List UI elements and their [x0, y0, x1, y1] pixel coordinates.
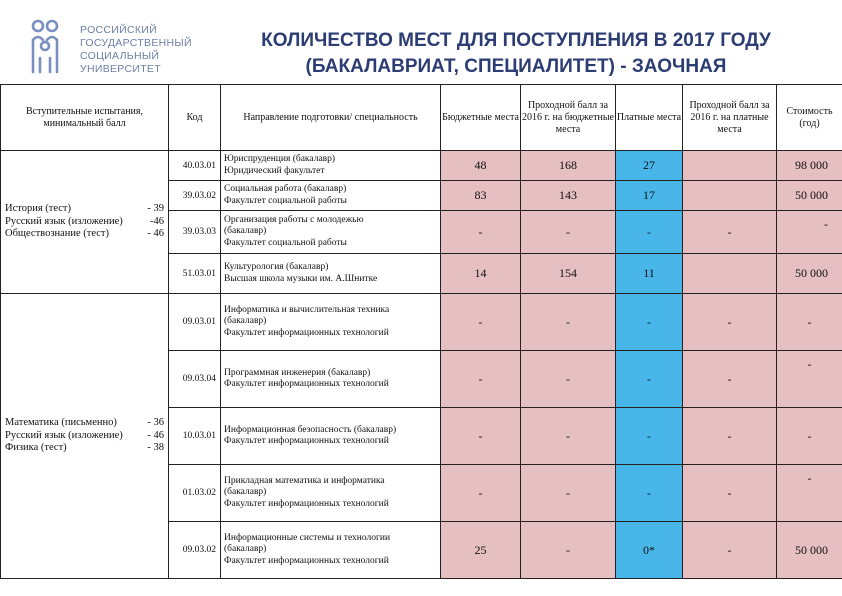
header-budget: Бюджетные места: [441, 85, 521, 151]
header-exams: Вступительные испытания, минимальный балл: [1, 85, 169, 151]
budget-places: 48: [441, 151, 521, 181]
program-direction: Прикладная математика и информатика (бакалавр) Факультет информационных технологий: [221, 465, 441, 522]
university-line: ГОСУДАРСТВЕННЫЙ: [80, 37, 192, 49]
program-code: 09.03.01: [169, 294, 221, 351]
exam-line: История (тест) - 39: [5, 203, 164, 215]
program-direction: Организация работы с молодежью (бакалавр) Факультет социальной работы: [221, 211, 441, 254]
exam-line: Обществознание (тест) - 46: [5, 228, 164, 240]
program-direction: Юриспруденция (бакалавр) Юридический факультет: [221, 151, 441, 181]
program-direction: Культурология (бакалавр) Высшая школа музыки им. А.Шнитке: [221, 254, 441, 294]
program-direction: Социальная работа (бакалавр) Факультет социальной работы: [221, 181, 441, 211]
program-code: 51.03.01: [169, 254, 221, 294]
program-direction: Информационная безопасность (бакалавр) Факультет информационных технологий: [221, 408, 441, 465]
paid-score: -: [683, 211, 777, 254]
people-figures-logo: [30, 18, 60, 76]
budget-score: 168: [521, 151, 616, 181]
budget-places: -: [441, 211, 521, 254]
program-code: 09.03.04: [169, 351, 221, 408]
exam-requirements: [1, 294, 169, 579]
program-code: 01.03.02: [169, 465, 221, 522]
paid-places: -: [616, 294, 683, 351]
page-title-line1: КОЛИЧЕСТВО МЕСТ ДЛЯ ПОСТУПЛЕНИЯ В 2017 ГОДУ: [261, 30, 771, 51]
paid-score: [683, 254, 777, 294]
university-line: СОЦИАЛЬНЫЙ: [80, 50, 160, 62]
header-paid-score: Проходной балл за 2016 г. на платные места: [683, 85, 777, 151]
page-title: [200, 28, 832, 80]
paid-places: 0*: [616, 522, 683, 579]
exam-line: Русский язык (изложение) -46: [5, 215, 164, 227]
budget-places: -: [441, 465, 521, 522]
exam-requirements: [1, 151, 169, 294]
program-direction: Информатика и вычислительная техника (бакалавр) Факультет информационных технологий: [221, 294, 441, 351]
paid-score: [683, 181, 777, 211]
paid-score: -: [683, 351, 777, 408]
budget-places: 14: [441, 254, 521, 294]
cost-per-year: -: [777, 465, 842, 522]
header-row: [1, 85, 842, 151]
header-cost: Стоимость (год): [777, 85, 842, 151]
cost-per-year: 50 000: [777, 181, 842, 211]
cost-per-year: -: [777, 211, 842, 254]
paid-score: [683, 151, 777, 181]
paid-places: 11: [616, 254, 683, 294]
page-title-line2: (БАКАЛАВРИАТ, СПЕЦИАЛИТЕТ) - ЗАОЧНАЯ: [305, 56, 727, 77]
budget-score: -: [521, 294, 616, 351]
university-line: УНИВЕРСИТЕТ: [80, 63, 161, 75]
program-code: 39.03.02: [169, 181, 221, 211]
cost-per-year: 98 000: [777, 151, 842, 181]
header-direction: Направление подготовки/ специальность: [221, 85, 441, 151]
paid-score: -: [683, 465, 777, 522]
program-code: 39.03.03: [169, 211, 221, 254]
paid-places: -: [616, 465, 683, 522]
budget-places: 83: [441, 181, 521, 211]
table-row: [1, 151, 842, 181]
budget-score: -: [521, 211, 616, 254]
budget-score: 143: [521, 181, 616, 211]
program-code: 10.03.01: [169, 408, 221, 465]
program-direction: Программная инженерия (бакалавр) Факультет информационных технологий: [221, 351, 441, 408]
admission-table: [0, 84, 842, 579]
paid-places: -: [616, 211, 683, 254]
budget-score: -: [521, 465, 616, 522]
budget-places: -: [441, 408, 521, 465]
header-budget-score: Проходной балл за 2016 г. на бюджетные места: [521, 85, 616, 151]
table-row: [1, 294, 842, 351]
cost-per-year: -: [777, 408, 842, 465]
paid-places: 17: [616, 181, 683, 211]
budget-score: 154: [521, 254, 616, 294]
budget-places: -: [441, 351, 521, 408]
cost-per-year: 50 000: [777, 254, 842, 294]
paid-places: -: [616, 408, 683, 465]
budget-places: 25: [441, 522, 521, 579]
paid-score: -: [683, 408, 777, 465]
header-paid: Платные места: [616, 85, 683, 151]
cost-per-year: -: [777, 294, 842, 351]
university-name: [80, 24, 192, 76]
university-line: РОССИЙСКИЙ: [80, 24, 157, 36]
budget-score: -: [521, 408, 616, 465]
budget-score: -: [521, 351, 616, 408]
budget-places: -: [441, 294, 521, 351]
paid-places: 27: [616, 151, 683, 181]
paid-score: -: [683, 294, 777, 351]
header-code: Код: [169, 85, 221, 151]
program-code: 40.03.01: [169, 151, 221, 181]
cost-per-year: 50 000: [777, 522, 842, 579]
paid-places: -: [616, 351, 683, 408]
exam-line: Математика (письменно) - 36: [5, 417, 164, 429]
paid-score: -: [683, 522, 777, 579]
exam-line: Русский язык (изложение) - 46: [5, 429, 164, 441]
budget-score: -: [521, 522, 616, 579]
cost-per-year: -: [777, 351, 842, 408]
exam-line: Физика (тест) - 38: [5, 442, 164, 454]
program-direction: Информационные системы и технологии (бакалавр) Факультет информационных технологий: [221, 522, 441, 579]
program-code: 09.03.02: [169, 522, 221, 579]
